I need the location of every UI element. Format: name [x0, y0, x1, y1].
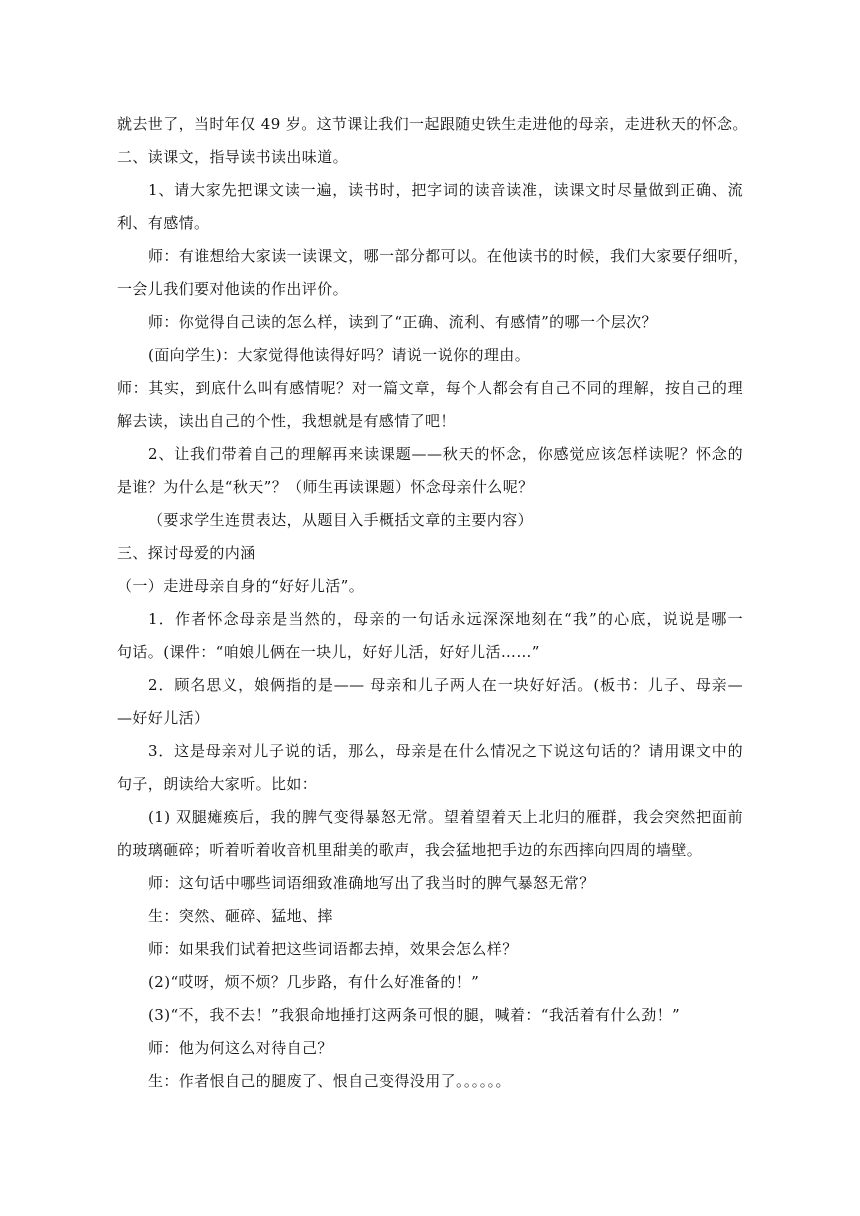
section-heading: 二、读课文，指导读书读出味道。: [117, 148, 349, 166]
quote-line: (2)“哎呀，烦不烦？几步路，有什么好准备的！”: [148, 973, 480, 991]
text-line: 是谁？为什么是“秋天”？（师生再读课题）怀念母亲什么呢？: [117, 478, 534, 496]
text-line: —好好儿活）: [117, 709, 210, 727]
quote-line: (3)“不，我不去！”我狠命地捶打这两条可恨的腿，喊着：“我活着有什么劲！”: [148, 1006, 681, 1024]
text-line: 2、让我们带着自己的理解再来读课题——秋天的怀念，你感觉应该怎样读呢？怀念的: [148, 445, 743, 463]
document-body: [117, 108, 749, 1098]
text-line: 解去读，读出自己的个性，我想就是有感情了吧！: [117, 412, 456, 430]
section-heading: 三、探讨母爱的内涵: [117, 544, 256, 562]
text-line: 师：有谁想给大家读一读课文，哪一部分都可以。在他读书的时候，我们大家要仔细听，: [148, 247, 749, 265]
text-line: 师：其实，到底什么叫有感情呢？对一篇文章，每个人都会有自己不同的理解，按自己的理: [117, 379, 743, 397]
text-line: 师：他为何这么对待自己？: [148, 1039, 333, 1057]
text-line: 生：突然、砸碎、猛地、摔: [148, 907, 333, 925]
text-line: 1、请大家先把课文读一遍，读书时，把字词的读音读准，读课文时尽量做到正确、流: [148, 181, 743, 199]
text-line: 句话。(课件：“咱娘儿俩在一块儿，好好儿活，好好儿活……”: [117, 643, 540, 661]
text-line: 3．这是母亲对儿子说的话，那么，母亲是在什么情况之下说这句话的？请用课文中的: [148, 742, 743, 760]
text-line: 利、有感情。: [117, 214, 210, 232]
text-line: 句子，朗读给大家听。比如：: [117, 775, 318, 793]
text-line: （要求学生连贯表达，从题目入手概括文章的主要内容）: [148, 511, 534, 529]
text-line: 的玻璃砸碎；听着听着收音机里甜美的歌声，我会猛地把手边的东西摔向四周的墙壁。: [117, 841, 703, 859]
text-line: 就去世了，当时年仅 49 岁。这节课让我们一起跟随史铁生走进他的母亲，走进秋天的怀念。: [117, 115, 748, 133]
text-line: 生：作者恨自己的腿废了、恨自己变得没用了。。。。。。: [148, 1072, 511, 1090]
text-line: 师：你觉得自己读的怎么样，读到了“正确、流利、有感情”的哪一个层次？: [148, 313, 657, 331]
text-line: 1．作者怀念母亲是当然的，母亲的一句话永远深深地刻在“我”的心底，说说是哪一: [148, 610, 743, 628]
text-line: 2．顾名思义，娘俩指的是—— 母亲和儿子两人在一块好好活。(板书：儿子、母亲—: [148, 676, 743, 694]
text-line: (面向学生)：大家觉得他读得好吗？请说一说你的理由。: [148, 346, 531, 364]
text-line: (1) 双腿瘫痪后，我的脾气变得暴怒无常。望着望着天上北归的雁群，我会突然把面前: [148, 808, 743, 826]
text-line: 师：如果我们试着把这些词语都去掉，效果会怎么样？: [148, 940, 518, 958]
text-line: 一会儿我们要对他读的作出评价。: [117, 280, 349, 298]
subsection-heading: （一）走进母亲自身的“好好儿活”。: [117, 577, 365, 595]
text-line: 师：这句话中哪些词语细致准确地写出了我当时的脾气暴怒无常？: [148, 874, 595, 892]
